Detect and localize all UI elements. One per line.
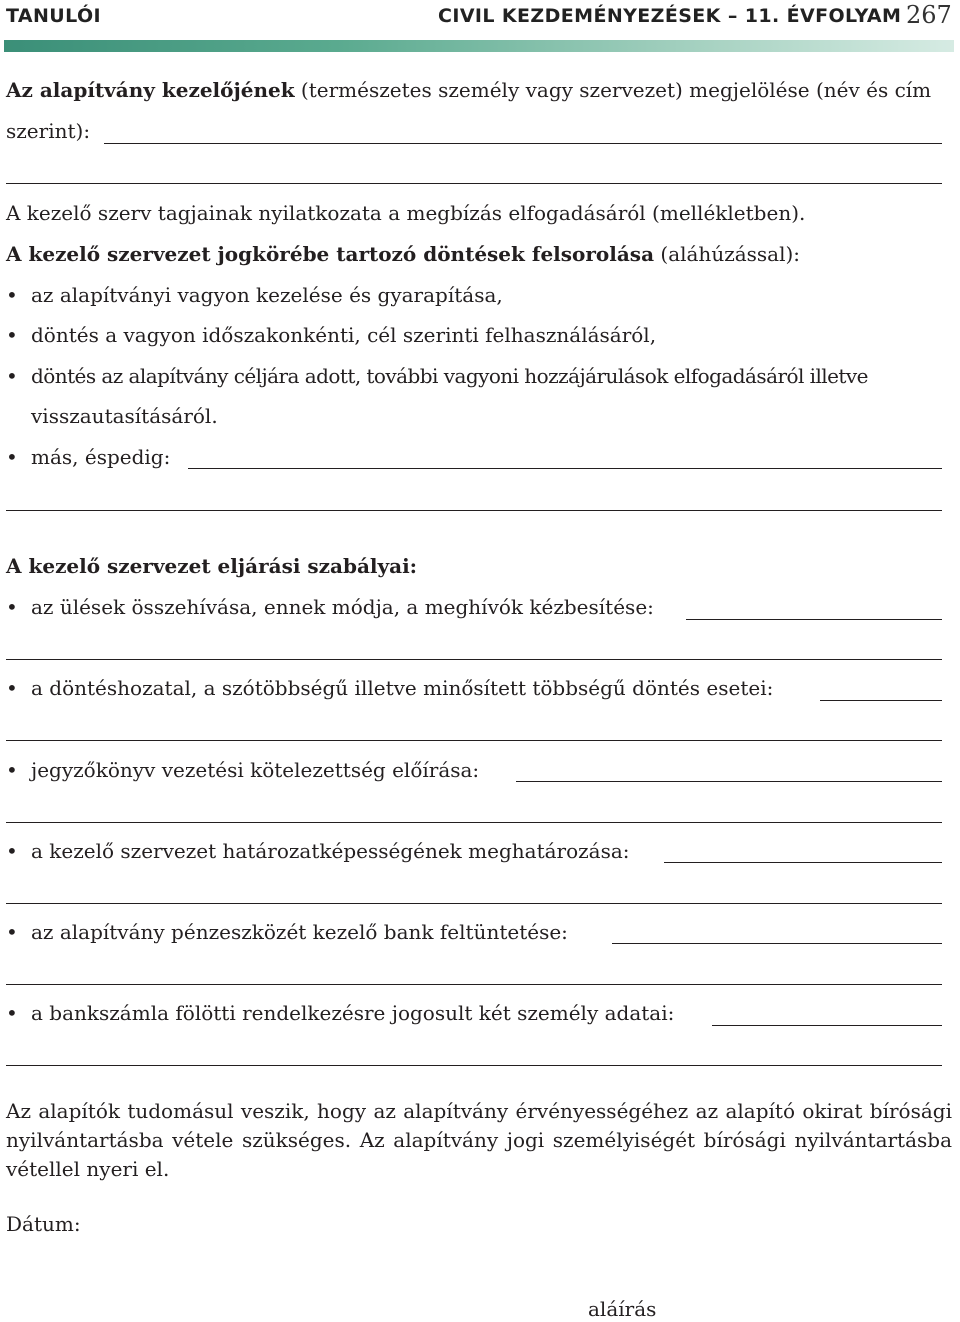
- procedure-input-line[interactable]: [6, 740, 942, 741]
- decisions-heading-bold: A kezelő szervezet jogkörébe tartozó döntések felsorolása: [6, 242, 655, 266]
- other-input-line-2[interactable]: [6, 510, 942, 511]
- decision-item: az alapítványi vagyon kezelése és gyarapítása,: [31, 283, 503, 307]
- procedure-item: jegyzőkönyv vezetési kötelezettség előírása:: [31, 758, 480, 782]
- procedure-input-line[interactable]: [686, 619, 942, 620]
- header-title: CIVIL KEZDEMÉNYEZÉSEK – 11. ÉVFOLYAM: [438, 5, 902, 27]
- date-label: Dátum:: [6, 1212, 81, 1236]
- procedure-input-line[interactable]: [712, 1025, 942, 1026]
- decisions-heading-rest: (aláhúzással):: [654, 242, 801, 266]
- manager-label-bold: Az alapítvány kezelőjének: [6, 78, 295, 102]
- procedure-input-line[interactable]: [6, 984, 942, 985]
- procedure-input-line[interactable]: [664, 862, 942, 863]
- manager-label: [6, 77, 931, 103]
- signature-label: aláírás: [588, 1297, 657, 1321]
- bullet: •: [6, 920, 18, 944]
- declaration-text: A kezelő szerv tagjainak nyilatkozata a megbízás elfogadásáról (mellékletben).: [6, 201, 806, 225]
- closing-paragraph: Az alapítók tudomásul veszik, hogy az alapítvány érvényességéhez az alapító okirat bírósági nyilvántartásba vétele szükséges. Az alapítvány jogi személyiségét bírósági nyilvántartásba vétellel nyeri el.: [6, 1099, 952, 1181]
- decision-item: döntés az alapítvány céljára adott, további vagyoni hozzájárulások elfogadásáról illetve: [31, 364, 868, 388]
- bullet: •: [6, 283, 18, 307]
- bullet: •: [6, 445, 18, 469]
- bullet: •: [6, 839, 18, 863]
- decision-item-cont: visszautasításáról.: [31, 404, 218, 428]
- procedure-item: az alapítvány pénzeszközét kezelő bank feltüntetése:: [31, 920, 568, 944]
- manager-input-line-2[interactable]: [6, 183, 942, 184]
- procedure-input-line[interactable]: [516, 781, 942, 782]
- procedures-heading: A kezelő szervezet eljárási szabályai:: [6, 554, 418, 578]
- procedure-input-line[interactable]: [6, 659, 942, 660]
- decision-item-other: más, éspedig:: [31, 445, 171, 469]
- bullet: •: [6, 364, 18, 388]
- manager-label-cont: szerint):: [6, 119, 91, 143]
- procedure-input-line[interactable]: [612, 943, 942, 944]
- decisions-heading: [6, 241, 800, 267]
- bullet: •: [6, 676, 18, 700]
- procedure-item: az ülések összehívása, ennek módja, a meghívók kézbesítése:: [31, 595, 654, 619]
- bullet: •: [6, 595, 18, 619]
- procedure-input-line[interactable]: [820, 700, 942, 701]
- procedure-input-line[interactable]: [6, 822, 942, 823]
- procedure-input-line[interactable]: [6, 1065, 942, 1066]
- bullet: •: [6, 758, 18, 782]
- procedure-item: a kezelő szervezet határozatképességének meghatározása:: [31, 839, 630, 863]
- other-input-line-1[interactable]: [188, 468, 942, 469]
- bullet: •: [6, 323, 18, 347]
- page-number: 267: [906, 1, 952, 29]
- header-divider-bar: [4, 40, 954, 52]
- procedure-item: a bankszámla fölötti rendelkezésre jogosult két személy adatai:: [31, 1001, 675, 1025]
- decision-item: döntés a vagyon időszakonkénti, cél szerinti felhasználásáról,: [31, 323, 657, 347]
- manager-input-line-1[interactable]: [104, 143, 942, 144]
- bullet: •: [6, 1001, 18, 1025]
- procedure-item: a döntéshozatal, a szótöbbségű illetve minősített többségű döntés esetei:: [31, 676, 774, 700]
- manager-label-rest: (természetes személy vagy szervezet) megjelölése (név és cím: [294, 78, 932, 102]
- procedure-input-line[interactable]: [6, 903, 942, 904]
- header-left: TANULÓI: [6, 5, 101, 27]
